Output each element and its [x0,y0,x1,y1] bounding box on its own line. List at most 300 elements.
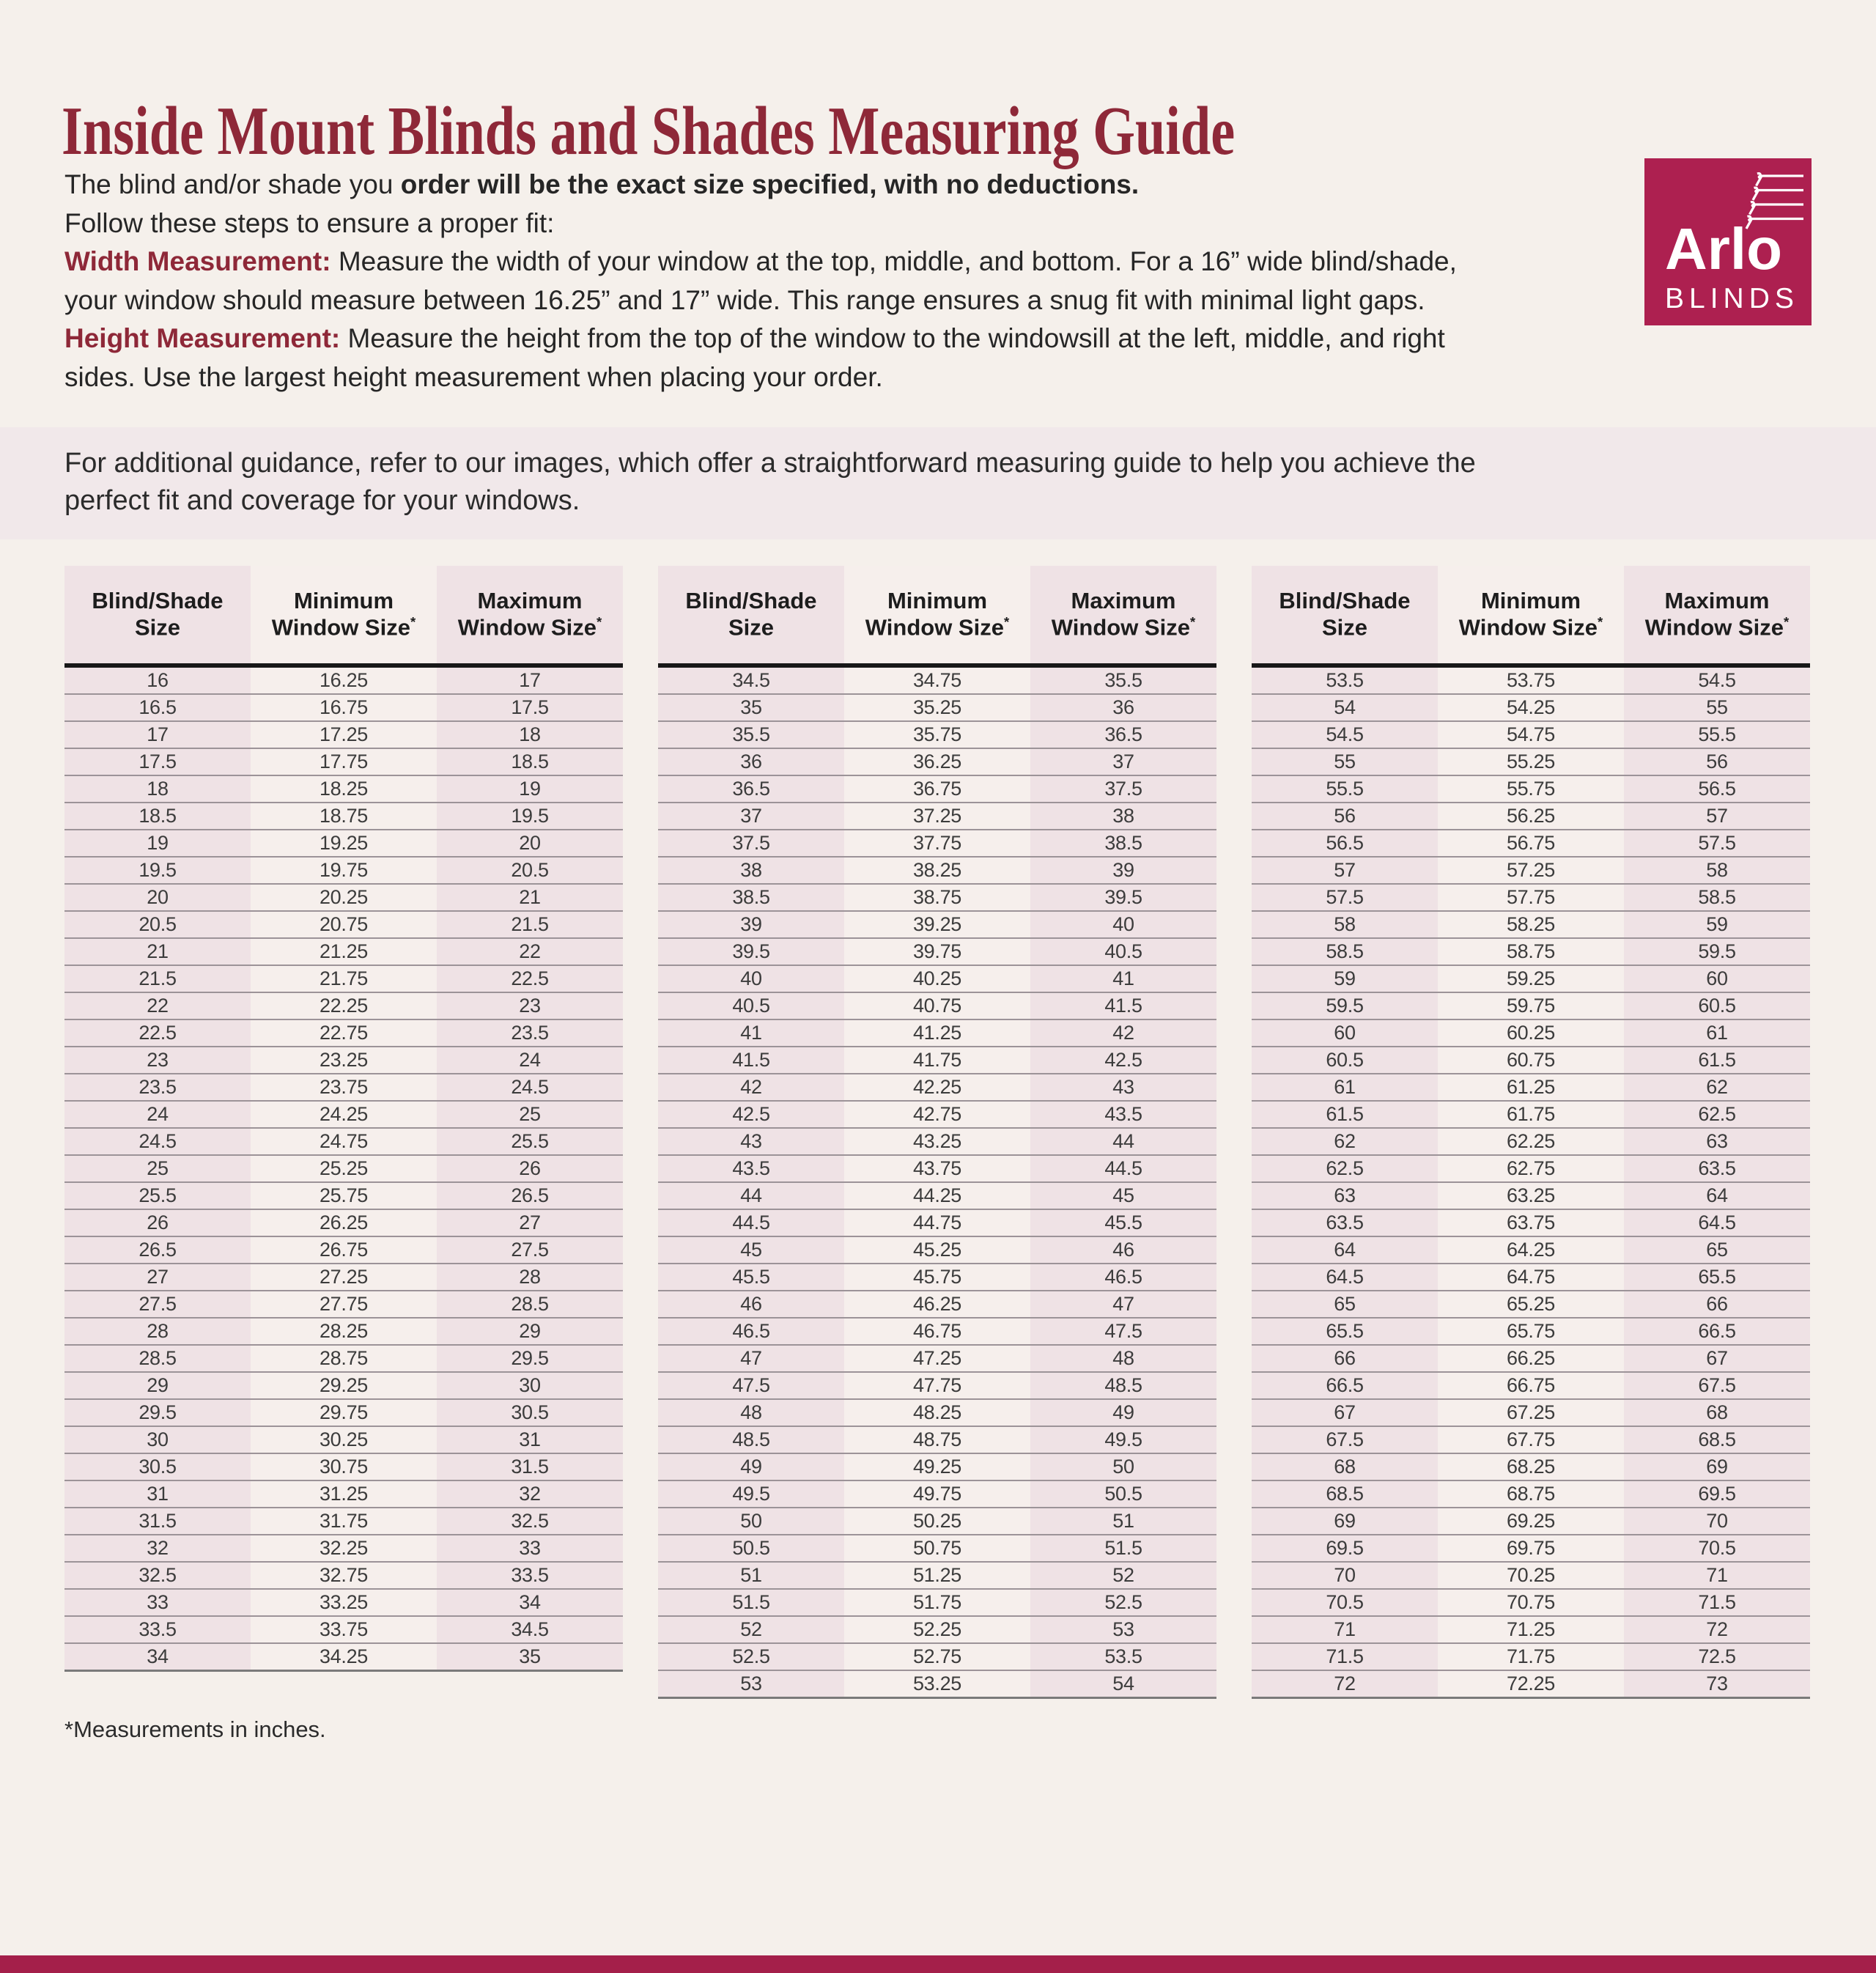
table-cell: 54 [1252,694,1438,721]
table-cell: 43.25 [844,1128,1030,1155]
table-cell: 47 [1030,1291,1216,1318]
table-cell: 27 [437,1209,623,1236]
table-cell: 19 [64,830,251,857]
table-cell: 57.75 [1438,884,1624,911]
table-row [1252,1236,1810,1264]
table-row [658,1399,1216,1426]
table-row [658,748,1216,775]
table-cell: 44.5 [658,1209,844,1236]
guidance-callout [0,427,1876,539]
table-row [1252,1616,1810,1643]
table-cell: 21.25 [251,938,437,965]
table-row [64,1019,623,1047]
table-row [658,1291,1216,1318]
table-cell: 64.5 [1252,1264,1438,1291]
table-cell: 70.5 [1252,1589,1438,1616]
table-row [1252,1101,1810,1128]
table-cell: 50.25 [844,1508,1030,1535]
table-cell: 69.25 [1438,1508,1624,1535]
table-cell: 37.5 [658,830,844,857]
table-row [64,1236,623,1264]
table-header-cell: Blind/Shade Size [64,566,251,665]
table-cell: 63.5 [1252,1209,1438,1236]
table-row [658,1670,1216,1698]
table-cell: 28.25 [251,1318,437,1345]
table-cell: 60 [1624,965,1810,992]
table-cell: 47 [658,1345,844,1372]
table-row [658,1318,1216,1345]
table-row [64,1589,623,1616]
table-row [1252,1399,1810,1426]
table-cell: 41.5 [1030,992,1216,1019]
table-row [64,1508,623,1535]
table-cell: 59 [1252,965,1438,992]
table-cell: 52.5 [658,1643,844,1670]
table-cell: 32.75 [251,1562,437,1589]
footnote: *Measurements in inches. [64,1716,326,1742]
table-cell: 34 [437,1589,623,1616]
table-cell: 29 [64,1372,251,1399]
table-cell: 55 [1624,694,1810,721]
table-cell: 69 [1624,1453,1810,1480]
table-cell: 46 [1030,1236,1216,1264]
table-cell: 34.5 [437,1616,623,1643]
table-row [64,1291,623,1318]
table-cell: 40.25 [844,965,1030,992]
table-row [658,857,1216,884]
table-cell: 40.5 [658,992,844,1019]
table-row [64,1480,623,1508]
table-cell: 38 [1030,803,1216,830]
callout-line1: For additional guidance, refer to our images, which offer a straightforward measuring guide to help you achieve the [64,448,1476,479]
table-cell: 48 [658,1399,844,1426]
table-cell: 63 [1624,1128,1810,1155]
table-cell: 34 [64,1643,251,1671]
table-cell: 25.75 [251,1182,437,1209]
size-table-2 [658,566,1216,1699]
table-cell: 29.5 [437,1345,623,1372]
table-header-cell: Minimum Window Size* [844,566,1030,665]
table-cell: 39 [1030,857,1216,884]
table-cell: 21 [64,938,251,965]
table-cell: 67.5 [1624,1372,1810,1399]
table-cell: 51.75 [844,1589,1030,1616]
table-cell: 52.75 [844,1643,1030,1670]
table-cell: 40 [658,965,844,992]
footnote-mark: * [1783,614,1790,630]
table-cell: 26 [64,1209,251,1236]
table-row [1252,1589,1810,1616]
intro-text: The blind and/or shade you [64,169,401,199]
table-cell: 61 [1624,1019,1810,1047]
table-cell: 19.5 [437,803,623,830]
table-header-cell: Minimum Window Size* [1438,566,1624,665]
table-cell: 70.5 [1624,1535,1810,1562]
table-cell: 52 [1030,1562,1216,1589]
table-cell: 72.5 [1624,1643,1810,1670]
table-cell: 27 [64,1264,251,1291]
table-header-row [658,566,1216,665]
table-cell: 40.5 [1030,938,1216,965]
table-cell: 52.5 [1030,1589,1216,1616]
table-cell: 18 [437,721,623,748]
table-cell: 58 [1252,911,1438,938]
table-row [658,1616,1216,1643]
table-cell: 37 [658,803,844,830]
table-row [658,911,1216,938]
table-row [64,1616,623,1643]
table-row [658,1128,1216,1155]
table-cell: 24.5 [437,1074,623,1101]
table-cell: 66 [1252,1345,1438,1372]
table-row [658,803,1216,830]
table-cell: 39 [658,911,844,938]
table-cell: 33.5 [437,1562,623,1589]
table-row [1252,775,1810,803]
table-row [1252,1643,1810,1670]
table-row [1252,857,1810,884]
table-cell: 37 [1030,748,1216,775]
footnote-mark: * [410,614,416,630]
table-cell: 22 [437,938,623,965]
table-cell: 31 [64,1480,251,1508]
table-cell: 57.5 [1252,884,1438,911]
table-row [64,1399,623,1426]
table-cell: 66.25 [1438,1345,1624,1372]
table-row [1252,748,1810,775]
table-cell: 57.25 [1438,857,1624,884]
table-cell: 66.5 [1624,1318,1810,1345]
table-cell: 45.5 [658,1264,844,1291]
width-measurement-paragraph [64,243,1812,320]
table-cell: 32 [437,1480,623,1508]
table-header-row [64,566,623,665]
height-measurement-label: Height Measurement: [64,323,341,354]
table-cell: 28.5 [437,1291,623,1318]
table-row [1252,1426,1810,1453]
table-cell: 60.75 [1438,1047,1624,1074]
table-row [1252,1128,1810,1155]
table-cell: 47.5 [658,1372,844,1399]
table-row [1252,1019,1810,1047]
table-cell: 68 [1252,1453,1438,1480]
table-row [658,1589,1216,1616]
table-cell: 46.5 [1030,1264,1216,1291]
table-cell: 56.5 [1252,830,1438,857]
table-cell: 27.5 [437,1236,623,1264]
table-cell: 56.5 [1624,775,1810,803]
table-cell: 62.5 [1252,1155,1438,1182]
table-cell: 29 [437,1318,623,1345]
table-cell: 64.75 [1438,1264,1624,1291]
table-cell: 16.25 [251,665,437,694]
table-row [64,857,623,884]
table-cell: 51 [1030,1508,1216,1535]
table-cell: 31.25 [251,1480,437,1508]
table-cell: 62 [1624,1074,1810,1101]
table-row [64,803,623,830]
footnote-mark: * [1189,614,1196,630]
table-row [64,992,623,1019]
table-cell: 19.5 [64,857,251,884]
table-cell: 53.75 [1438,665,1624,694]
table-row [1252,665,1810,694]
table-row [658,1019,1216,1047]
table-cell: 25.5 [64,1182,251,1209]
table-cell: 38.25 [844,857,1030,884]
table-row [658,1508,1216,1535]
table-cell: 42.5 [1030,1047,1216,1074]
table-row [658,1480,1216,1508]
table-cell: 70 [1624,1508,1810,1535]
logo-wordmark: Arlo [1665,216,1782,281]
size-table-3 [1252,566,1810,1699]
table-cell: 19.25 [251,830,437,857]
table-cell: 64.25 [1438,1236,1624,1264]
table-cell: 53.5 [1252,665,1438,694]
table-cell: 37.75 [844,830,1030,857]
table-cell: 58 [1624,857,1810,884]
table-cell: 44 [658,1182,844,1209]
width-measurement-label: Width Measurement: [64,246,331,277]
table-cell: 27.75 [251,1291,437,1318]
table-cell: 63.5 [1624,1155,1810,1182]
table-cell: 72 [1624,1616,1810,1643]
table-cell: 71.75 [1438,1643,1624,1670]
table-row [64,1155,623,1182]
table-cell: 50.5 [1030,1480,1216,1508]
table-cell: 54.5 [1252,721,1438,748]
table-cell: 33.25 [251,1589,437,1616]
table-cell: 58.5 [1624,884,1810,911]
table-row [658,1372,1216,1399]
table-cell: 59.75 [1438,992,1624,1019]
table-cell: 35 [437,1643,623,1671]
table-cell: 46.75 [844,1318,1030,1345]
table-cell: 27.5 [64,1291,251,1318]
table-cell: 65.75 [1438,1318,1624,1345]
height-measurement-line1: Measure the height from the top of the window to the windowsill at the left, middle, and right [347,323,1445,354]
table-cell: 70.25 [1438,1562,1624,1589]
table-row [658,1643,1216,1670]
table-cell: 38.75 [844,884,1030,911]
table-row [1252,1508,1810,1535]
table-cell: 29.25 [251,1372,437,1399]
table-cell: 49.75 [844,1480,1030,1508]
table-cell: 36 [658,748,844,775]
table-cell: 35.5 [658,721,844,748]
table-cell: 38.5 [1030,830,1216,857]
table-row [64,830,623,857]
table-row [1252,1562,1810,1589]
table-row [1252,1047,1810,1074]
table-row [658,1209,1216,1236]
table-cell: 50 [658,1508,844,1535]
table-cell: 26.5 [64,1236,251,1264]
table-row [1252,1155,1810,1182]
table-cell: 72 [1252,1670,1438,1698]
table-cell: 68.5 [1252,1480,1438,1508]
table-cell: 22.5 [64,1019,251,1047]
table-cell: 26 [437,1155,623,1182]
table-cell: 24.5 [64,1128,251,1155]
table-cell: 41.25 [844,1019,1030,1047]
table-row [1252,965,1810,992]
table-cell: 23.5 [64,1074,251,1101]
table-cell: 64 [1252,1236,1438,1264]
table-row [1252,721,1810,748]
table-cell: 34.75 [844,665,1030,694]
table-cell: 20 [64,884,251,911]
callout-line2: perfect fit and coverage for your windows. [64,485,580,517]
table-cell: 16.5 [64,694,251,721]
table-cell: 52 [658,1616,844,1643]
table-cell: 39.5 [1030,884,1216,911]
table-cell: 61.25 [1438,1074,1624,1101]
table-row [658,775,1216,803]
table-cell: 26.5 [437,1182,623,1209]
table-row [658,1155,1216,1182]
table-cell: 32.5 [437,1508,623,1535]
table-row [1252,1182,1810,1209]
table-cell: 26.75 [251,1236,437,1264]
table-row [658,665,1216,694]
table-cell: 33 [64,1589,251,1616]
table-cell: 55.5 [1252,775,1438,803]
table-cell: 69 [1252,1508,1438,1535]
arlo-logo [1644,158,1812,325]
table-cell: 23.25 [251,1047,437,1074]
table-row [64,965,623,992]
table-row [64,1372,623,1399]
table-cell: 28.5 [64,1345,251,1372]
table-row [64,1128,623,1155]
table-cell: 59.5 [1252,992,1438,1019]
table-cell: 24.75 [251,1128,437,1155]
table-row [64,1264,623,1291]
table-header-cell: Minimum Window Size* [251,566,437,665]
table-cell: 39.5 [658,938,844,965]
table-cell: 17.75 [251,748,437,775]
table-row [1252,1480,1810,1508]
table-cell: 60.5 [1624,992,1810,1019]
table-row [64,775,623,803]
table-cell: 63 [1252,1182,1438,1209]
table-cell: 19.75 [251,857,437,884]
table-row [1252,911,1810,938]
table-row [64,1426,623,1453]
table-row [64,1182,623,1209]
table-cell: 20.25 [251,884,437,911]
table-cell: 25 [437,1101,623,1128]
table-cell: 61.5 [1624,1047,1810,1074]
table-cell: 64.5 [1624,1209,1810,1236]
table-row [1252,1264,1810,1291]
size-tables-section [64,566,1812,1699]
table-cell: 30.5 [64,1453,251,1480]
table-cell: 57 [1252,857,1438,884]
table-cell: 34.25 [251,1643,437,1671]
table-cell: 49.5 [658,1480,844,1508]
table-cell: 55.5 [1624,721,1810,748]
table-cell: 37.5 [1030,775,1216,803]
table-cell: 32 [64,1535,251,1562]
table-cell: 29.75 [251,1399,437,1426]
table-cell: 54.25 [1438,694,1624,721]
table-cell: 60.25 [1438,1019,1624,1047]
table-cell: 20 [437,830,623,857]
table-row [64,1535,623,1562]
table-cell: 24.25 [251,1101,437,1128]
table-cell: 33.75 [251,1616,437,1643]
table-row [658,1562,1216,1589]
table-cell: 42.25 [844,1074,1030,1101]
table-cell: 58.5 [1252,938,1438,965]
table-row [658,721,1216,748]
table-row [658,1453,1216,1480]
table-cell: 18.5 [437,748,623,775]
table-cell: 18.75 [251,803,437,830]
table-cell: 27.25 [251,1264,437,1291]
table-cell: 48.5 [1030,1372,1216,1399]
table-cell: 48.25 [844,1399,1030,1426]
table-row [658,1535,1216,1562]
table-cell: 67.75 [1438,1426,1624,1453]
table-cell: 61.5 [1252,1101,1438,1128]
table-cell: 43.5 [1030,1101,1216,1128]
table-row [1252,1345,1810,1372]
table-cell: 62.75 [1438,1155,1624,1182]
table-cell: 65.5 [1252,1318,1438,1345]
table-row [1252,1291,1810,1318]
footnote-mark: * [596,614,602,630]
table-row [64,1453,623,1480]
table-row [64,694,623,721]
table-cell: 65 [1624,1236,1810,1264]
table-cell: 44.25 [844,1182,1030,1209]
table-cell: 35.5 [1030,665,1216,694]
table-row [64,665,623,694]
table-cell: 21.5 [437,911,623,938]
table-row [64,1318,623,1345]
table-cell: 53.5 [1030,1643,1216,1670]
table-cell: 65 [1252,1291,1438,1318]
table-cell: 28 [437,1264,623,1291]
logo-subtext: BLINDS [1665,283,1799,314]
table-cell: 53 [1030,1616,1216,1643]
table-cell: 60 [1252,1019,1438,1047]
table-row [658,965,1216,992]
table-row [1252,1453,1810,1480]
table-row [1252,694,1810,721]
table-header-cell: Blind/Shade Size [658,566,844,665]
table-cell: 45 [658,1236,844,1264]
table-cell: 17 [437,665,623,694]
table-row [1252,938,1810,965]
table-cell: 23.5 [437,1019,623,1047]
table-cell: 61.75 [1438,1101,1624,1128]
table-header-cell: Blind/Shade Size [1252,566,1438,665]
table-cell: 38.5 [658,884,844,911]
table-cell: 56 [1624,748,1810,775]
table-cell: 59.25 [1438,965,1624,992]
table-cell: 21.75 [251,965,437,992]
footer-bar [0,1955,1876,1973]
table-row [64,721,623,748]
table-cell: 23 [437,992,623,1019]
table-cell: 47.5 [1030,1318,1216,1345]
table-cell: 68.25 [1438,1453,1624,1480]
